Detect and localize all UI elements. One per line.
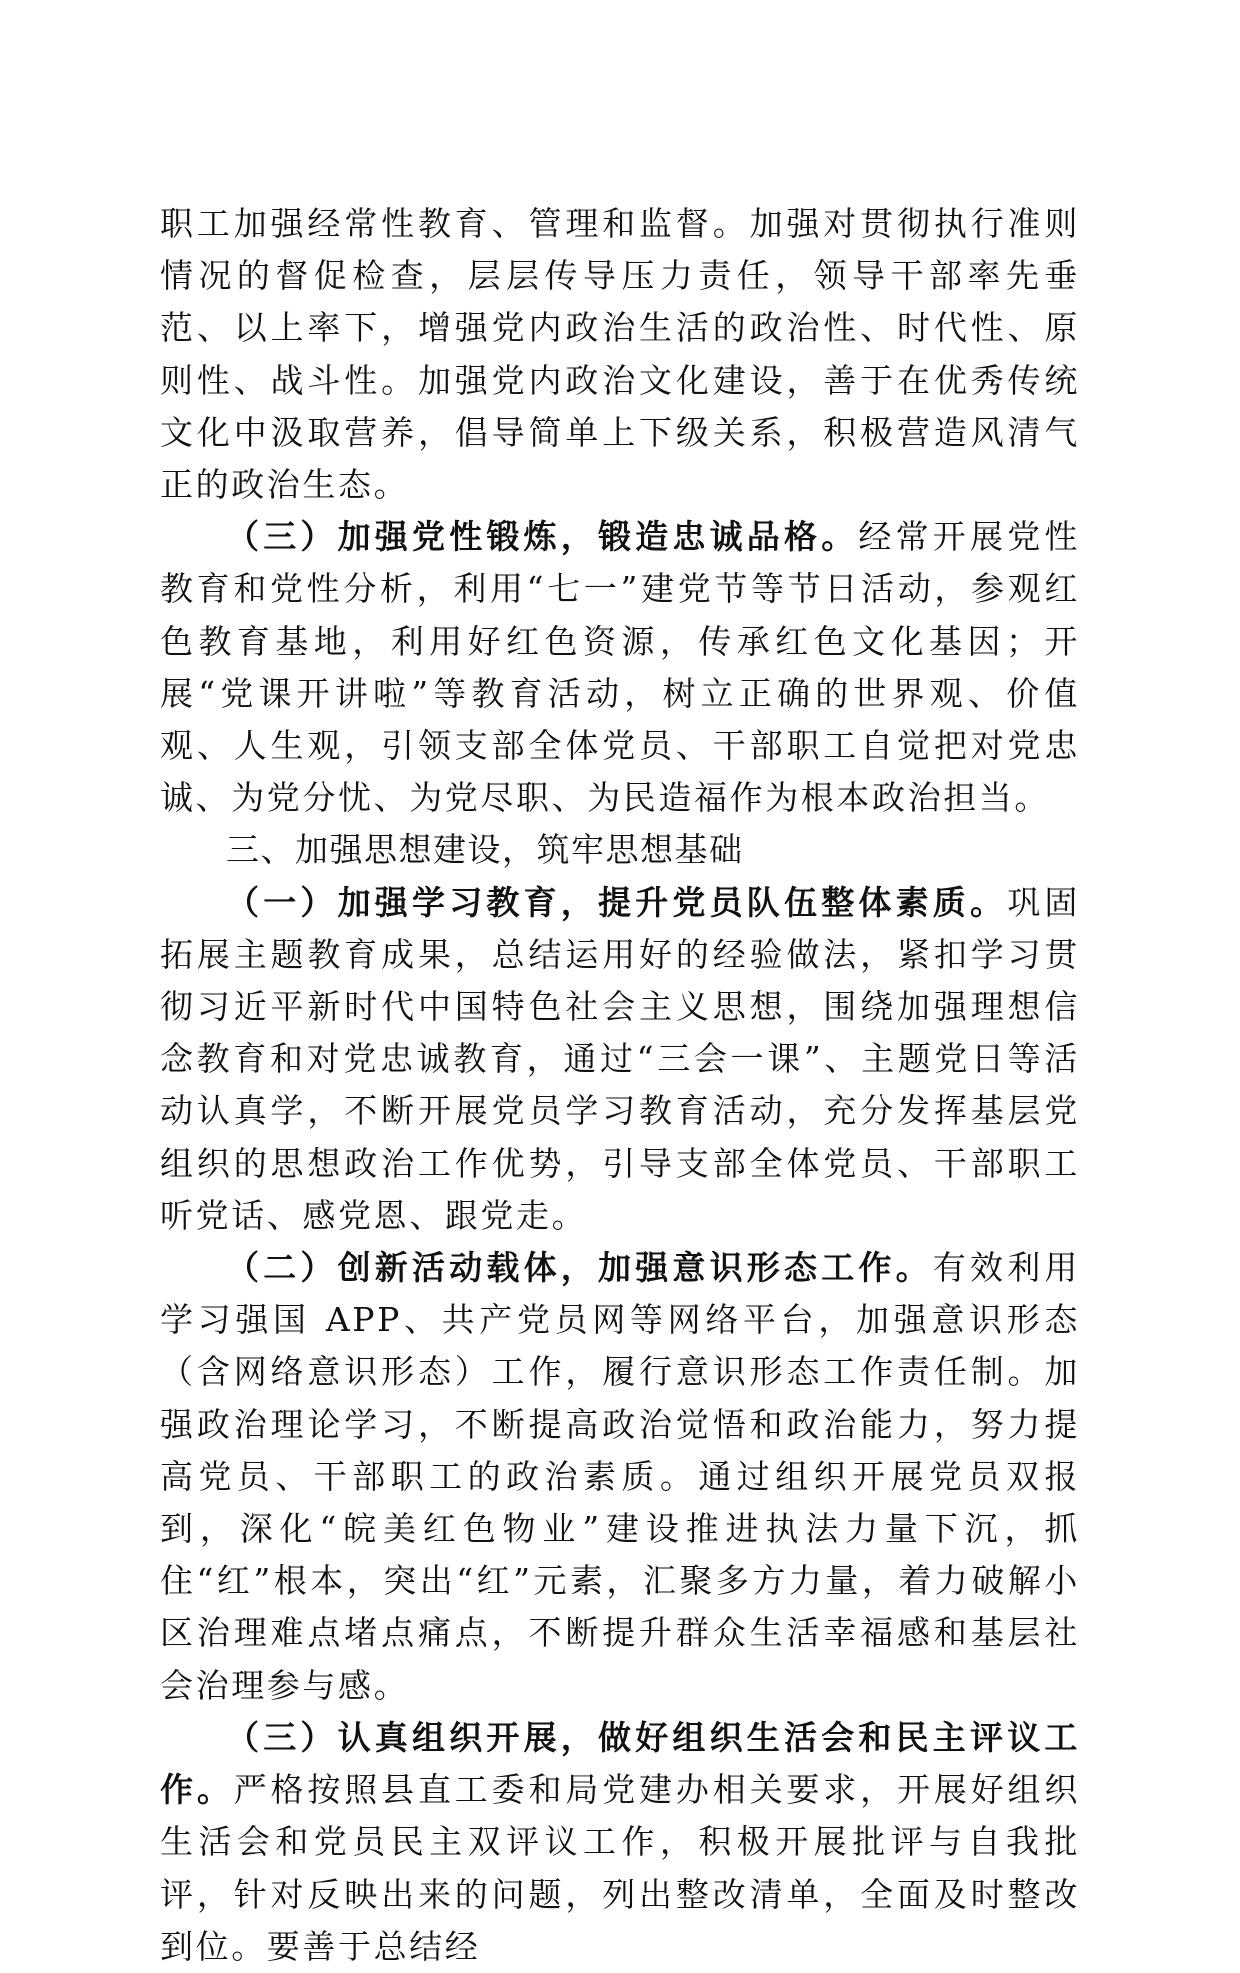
paragraph-text: 经常开展党性教育和党性分析，利用“七一”建党节等节日活动，参观红色教育基地，利用好红色资源，传承红色文化基因；开展“党课开讲啦”等教育活动，树立正确的世界观、价值观、人生观，引领支部全体党员、干部职工自觉把对党忠诚、为党分忧、为党尽职、为民造福作为根本政治担当。 [160,517,1080,818]
paragraph-text: 职工加强经常性教育、管理和监督。加强对贯彻执行准则情况的督促检查，层层传导压力责任，领导干部率先垂范、以上率下，增强党内政治生活的政治性、时代性、原则性、战斗性。加强党内政治文化建设，善于在优秀传统文化中汲取营养，倡导简单上下级关系，积极营造风清气正的政治生态。 [160,204,1080,505]
heading-text: 三、加强思想建设，筑牢思想基础 [226,830,744,870]
paragraph-text: 严格按照县直工委和局党建办相关要求，开展好组织生活会和党员民主双评议工作，积极开展批评与自我批评，针对反映出来的问题，列出整改清单，全面及时整改到位。要善于总结经 [160,1770,1080,1966]
document-body [160,198,1080,1973]
subsection-lead: （三）加强党性锻炼，锻造忠诚品格。 [226,517,859,557]
paragraph-text: 有效利用学习强国 APP、共产党员网等网络平台，加强意识形态（含网络意识形态）工作，履行意识形态工作责任制。加强政治理论学习，不断提高政治觉悟和政治能力，努力提高党员、干部职工的政治素质。通过组织开展党员双报到，深化“皖美红色物业”建设推进执法力量下沉，抓住“红”根本，突出“红”元素，汇聚多方力量，着力破解小区治理难点堵点痛点，不断提升群众生活幸福感和基层社会治理参与感。 [160,1248,1080,1705]
paragraph-continuation [160,198,1080,511]
paragraph-subsection-2-ideology [160,1242,1080,1712]
paragraph-subsection-1-study [160,877,1080,1242]
section-heading-3 [160,824,1080,876]
subsection-lead: （一）加强学习教育，提升党员队伍整体素质。 [226,882,1008,922]
paragraph-text: 巩固拓展主题教育成果，总结运用好的经验做法，紧扣学习贯彻习近平新时代中国特色社会主义思想，围绕加强理想信念教育和对党忠诚教育，通过“三会一课”、主题党日等活动认真学，不断开展党员学习教育活动，充分发挥基层党组织的思想政治工作优势，引导支部全体党员、干部职工听党话、感党恩、跟党走。 [160,882,1081,1235]
paragraph-subsection-3-party-spirit [160,511,1080,824]
subsection-lead: （三）认真组织开展，做好组织生活会和民主评议工作。 [160,1717,1080,1810]
subsection-lead: （二）创新活动载体，加强意识形态工作。 [226,1248,933,1288]
paragraph-subsection-3-organization [160,1712,1080,1973]
